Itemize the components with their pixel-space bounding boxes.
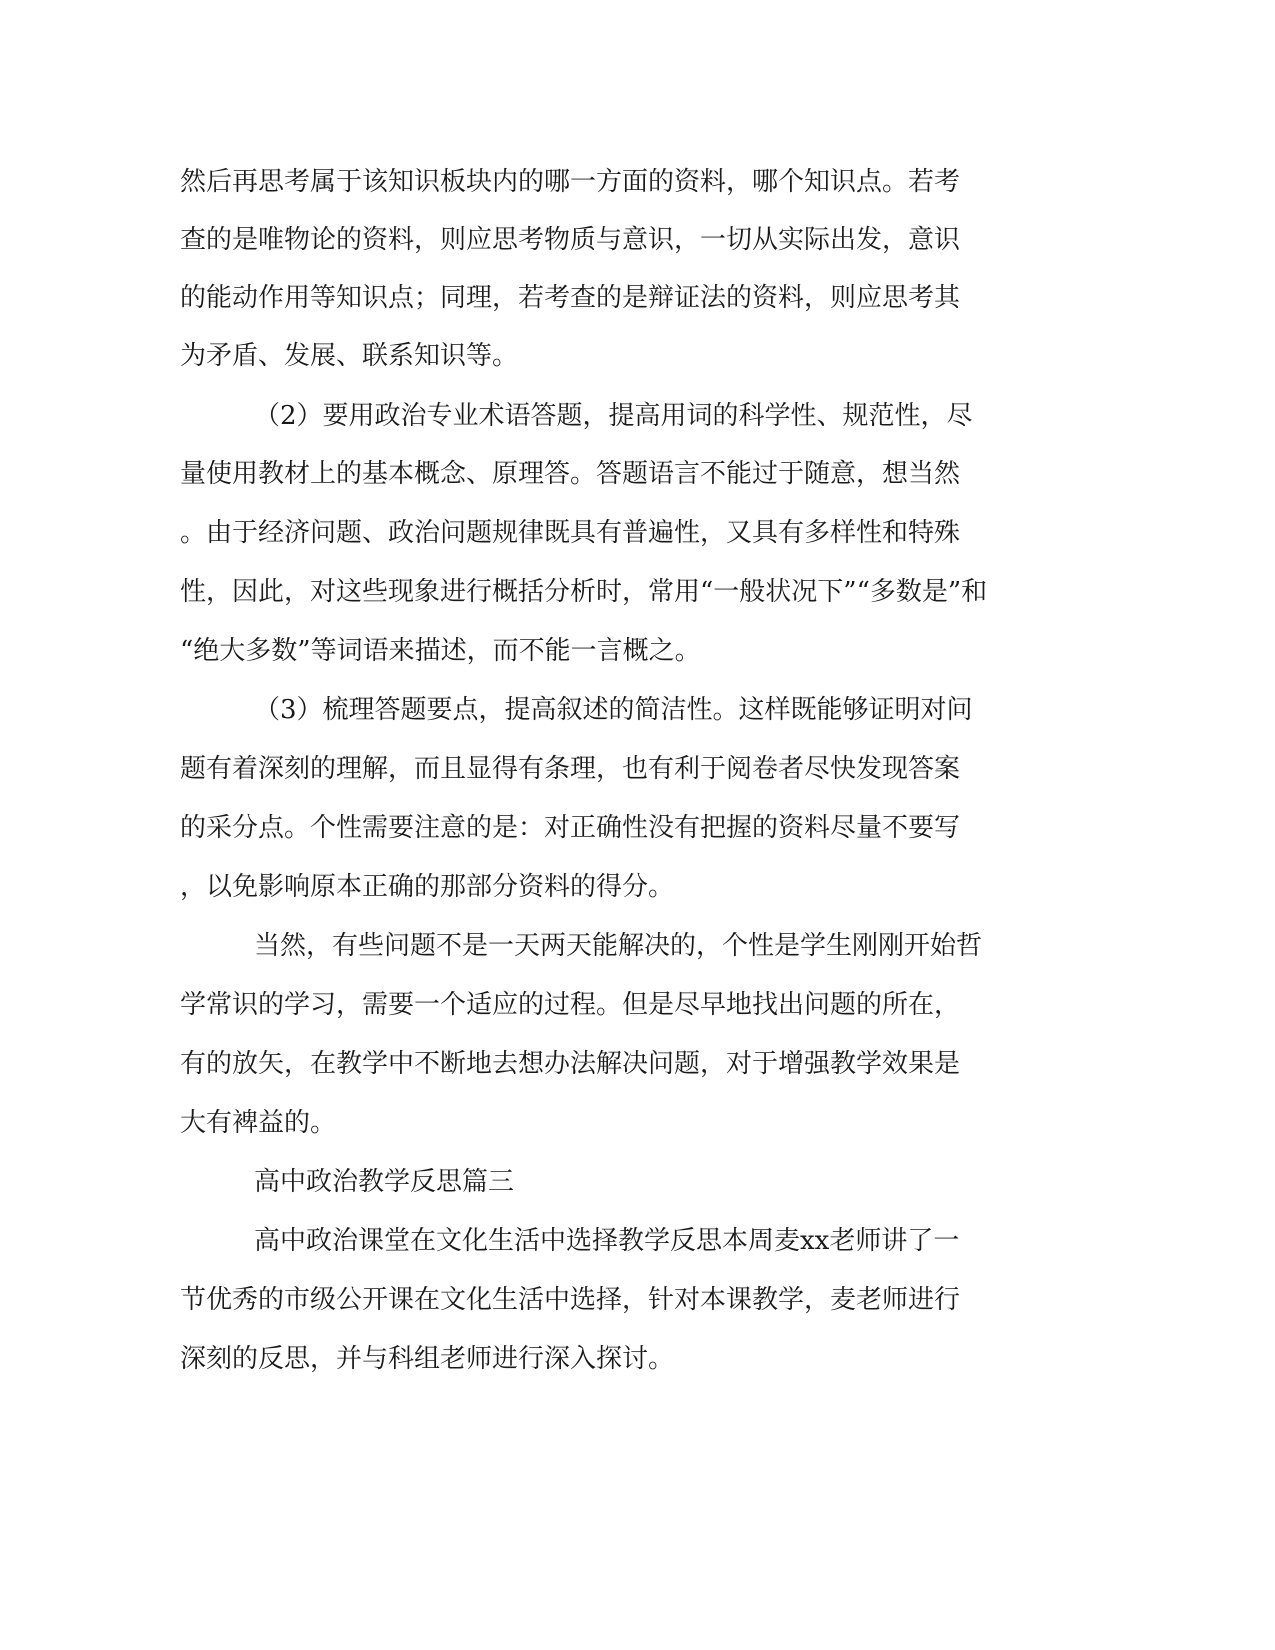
text-line: （2）要用政治专业术语答题，提高用词的科学性、规范性，尽 bbox=[254, 401, 973, 431]
text-line: 量使用教材上的基本概念、原理答。答题语言不能过于随意，想当然 bbox=[180, 459, 961, 489]
text-line: 大有裨益的。 bbox=[180, 1108, 337, 1138]
text-line: 学常识的学习，需要一个适应的过程。但是尽早地找出问题的所在， bbox=[180, 990, 961, 1020]
text-line: 有的放矢，在教学中不断地去想办法解决问题，对于增强教学效果是 bbox=[180, 1049, 961, 1079]
text-line: 为矛盾、发展、联系知识等。 bbox=[180, 341, 519, 371]
text-line: “绝大多数”等词语来描述，而不能一言概之。 bbox=[180, 636, 701, 666]
text-line: 的采分点。个性需要注意的是：对正确性没有把握的资料尽量不要写 bbox=[180, 813, 961, 843]
text-line: （3）梳理答题要点，提高叙述的简洁性。这样既能够证明对问 bbox=[254, 695, 973, 725]
text-line: 高中政治课堂在文化生活中选择教学反思本周麦xx老师讲了一 bbox=[254, 1226, 960, 1256]
text-line: 查的是唯物论的资料，则应思考物质与意识，一切从实际出发，意识 bbox=[180, 225, 961, 255]
section-heading: 高中政治教学反思篇三 bbox=[254, 1167, 515, 1197]
text-line: ，以免影响原本正确的那部分资料的得分。 bbox=[180, 872, 675, 902]
text-line: 性，因此，对这些现象进行概括分析时，常用“一般状况下”“多数是”和 bbox=[180, 577, 988, 607]
text-line: 当然，有些问题不是一天两天能解决的，个性是学生刚刚开始哲 bbox=[254, 931, 983, 961]
text-line: 的能动作用等知识点；同理，若考查的是辩证法的资料，则应思考其 bbox=[180, 283, 961, 313]
text-line: 深刻的反思，并与科组老师进行深入探讨。 bbox=[180, 1344, 675, 1374]
text-line: 题有着深刻的理解，而且显得有条理，也有利于阅卷者尽快发现答案 bbox=[180, 754, 961, 784]
text-line: 。由于经济问题、政治问题规律既具有普遍性，又具有多样性和特殊 bbox=[180, 518, 961, 548]
text-line: 节优秀的市级公开课在文化生活中选择，针对本课教学，麦老师进行 bbox=[180, 1285, 961, 1315]
text-line: 然后再思考属于该知识板块内的哪一方面的资料，哪个知识点。若考 bbox=[180, 167, 961, 197]
